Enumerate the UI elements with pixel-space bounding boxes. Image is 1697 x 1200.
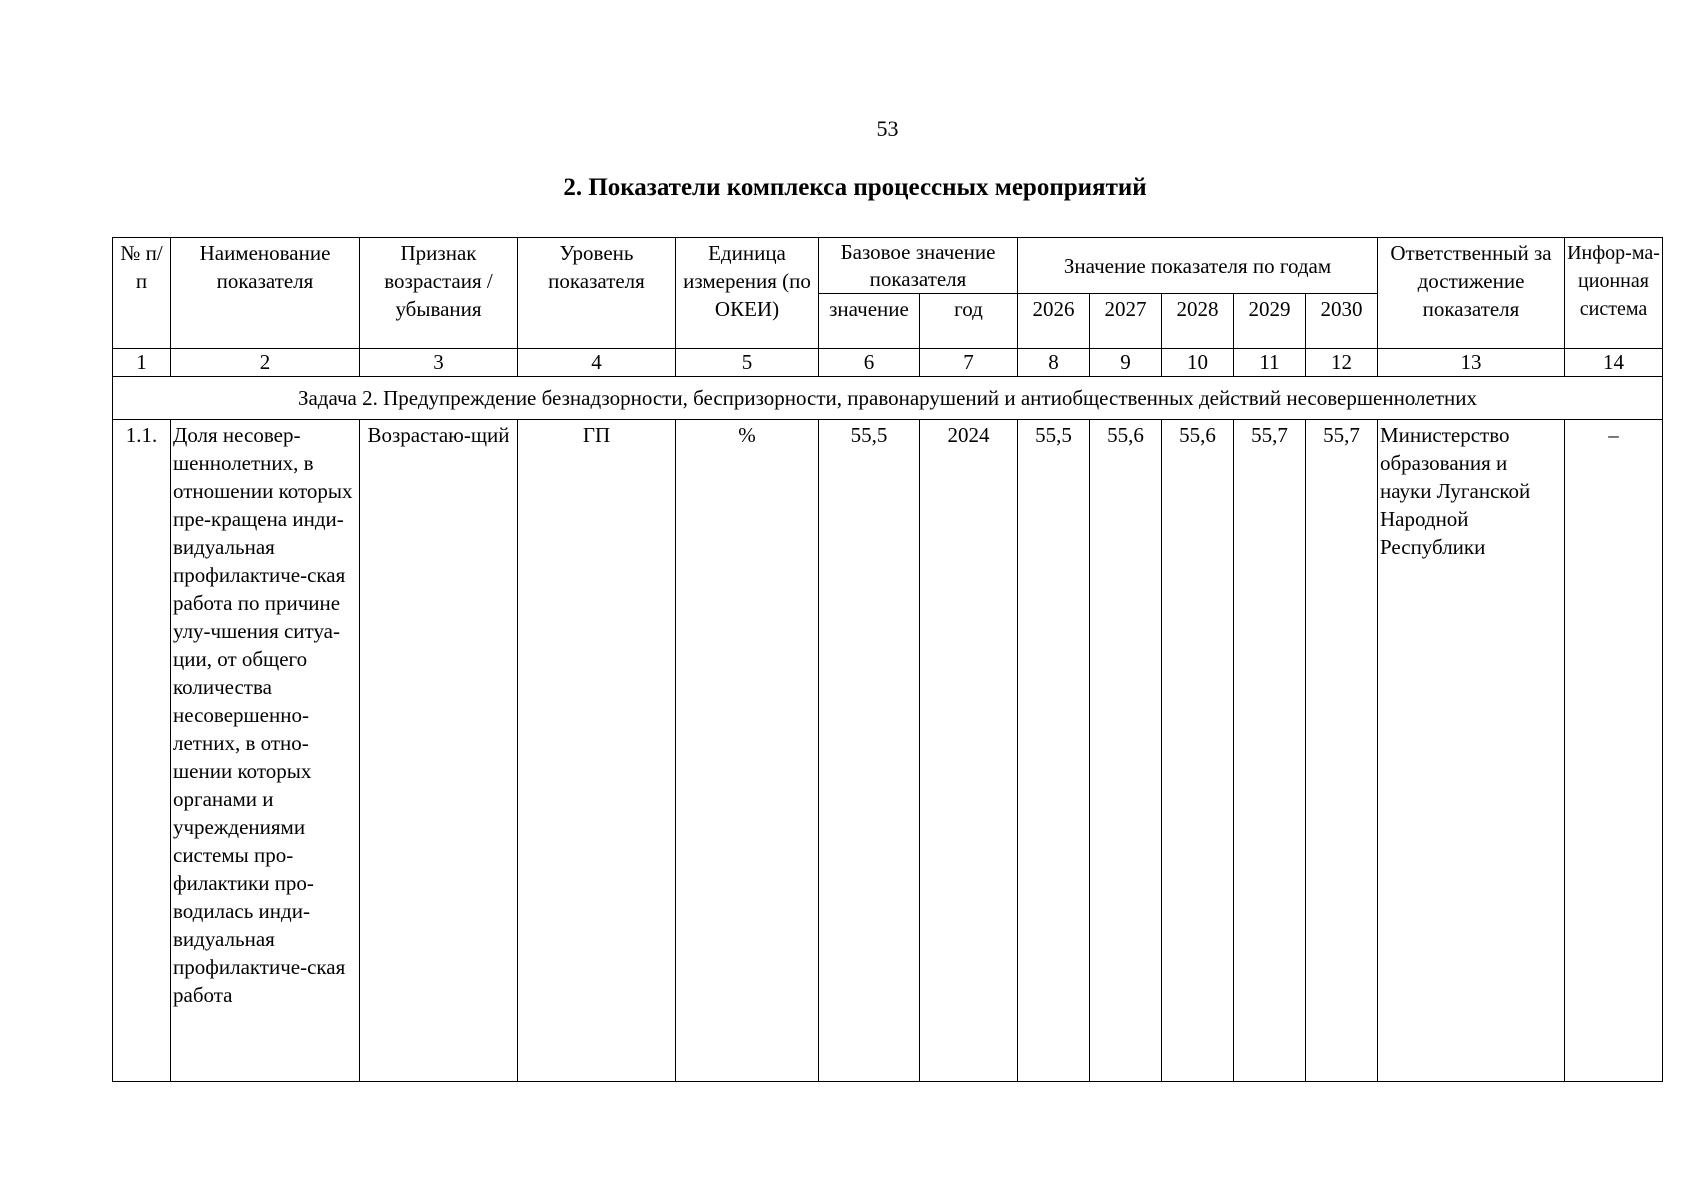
row-value-2026: 55,5 [1018, 420, 1090, 1082]
header-years-group: Значение показателя по годам [1018, 238, 1378, 294]
row-responsible: Министерство образования и науки Луганской Народной Республики [1378, 420, 1565, 1082]
row-value-2027: 55,6 [1090, 420, 1162, 1082]
column-number: 1 [113, 349, 171, 377]
header-base-group: Базовое значение показателя [819, 238, 1018, 294]
column-number: 13 [1378, 349, 1565, 377]
task-row: Задача 2. Предупреждение безнадзорности, беспризорности, правонарушений и антиобщественных действий несовершеннолетних [113, 377, 1663, 420]
column-number: 8 [1018, 349, 1090, 377]
column-number: 12 [1306, 349, 1378, 377]
header-year-2030: 2030 [1306, 294, 1378, 349]
header-num: № п/п [113, 238, 171, 349]
row-unit: % [676, 420, 819, 1082]
header-info-system: Инфор-ма-ционная система [1565, 238, 1663, 349]
row-value-2029: 55,7 [1234, 420, 1306, 1082]
column-number: 4 [518, 349, 676, 377]
header-level: Уровень показателя [518, 238, 676, 349]
row-indicator-name: Доля несовер-шеннолетних, в отношении которых пре-кращена инди-видуальная профилактиче-ская работа по причине улу-чшения ситуа-ции, от общего количества несовершенно-летних, в отно-шении которых органами и учреждениями системы про-филактики про-водилась инди-видуальная профилактиче-ская работа [171, 420, 360, 1082]
header-year-2028: 2028 [1162, 294, 1234, 349]
row-base-value: 55,5 [819, 420, 920, 1082]
header-base-value: значение [819, 294, 920, 349]
header-base-year: год [920, 294, 1018, 349]
row-base-year: 2024 [920, 420, 1018, 1082]
row-num: 1.1. [113, 420, 171, 1082]
column-number: 5 [676, 349, 819, 377]
row-value-2030: 55,7 [1306, 420, 1378, 1082]
page-number: 53 [876, 116, 899, 141]
column-number: 2 [171, 349, 360, 377]
header-year-2029: 2029 [1234, 294, 1306, 349]
column-number: 14 [1565, 349, 1663, 377]
indicators-table [112, 237, 1663, 1082]
row-info-system: – [1565, 420, 1663, 1082]
header-unit: Единица измерения (по ОКЕИ) [676, 238, 819, 349]
header-sign: Признак возрастаия / убывания [360, 238, 518, 349]
row-level: ГП [518, 420, 676, 1082]
page-title: 2. Показатели комплекса процессных мероприятий [563, 174, 1147, 201]
column-number: 10 [1162, 349, 1234, 377]
header-year-2027: 2027 [1090, 294, 1162, 349]
column-number: 9 [1090, 349, 1162, 377]
row-sign: Возрастаю-щий [360, 420, 518, 1082]
column-number: 6 [819, 349, 920, 377]
column-number: 3 [360, 349, 518, 377]
header-year-2026: 2026 [1018, 294, 1090, 349]
row-value-2028: 55,6 [1162, 420, 1234, 1082]
table-row [113, 420, 1663, 1082]
header-name: Наименование показателя [171, 238, 360, 349]
column-number: 7 [920, 349, 1018, 377]
header-responsible: Ответственный за достижение показателя [1378, 238, 1565, 349]
column-number: 11 [1234, 349, 1306, 377]
